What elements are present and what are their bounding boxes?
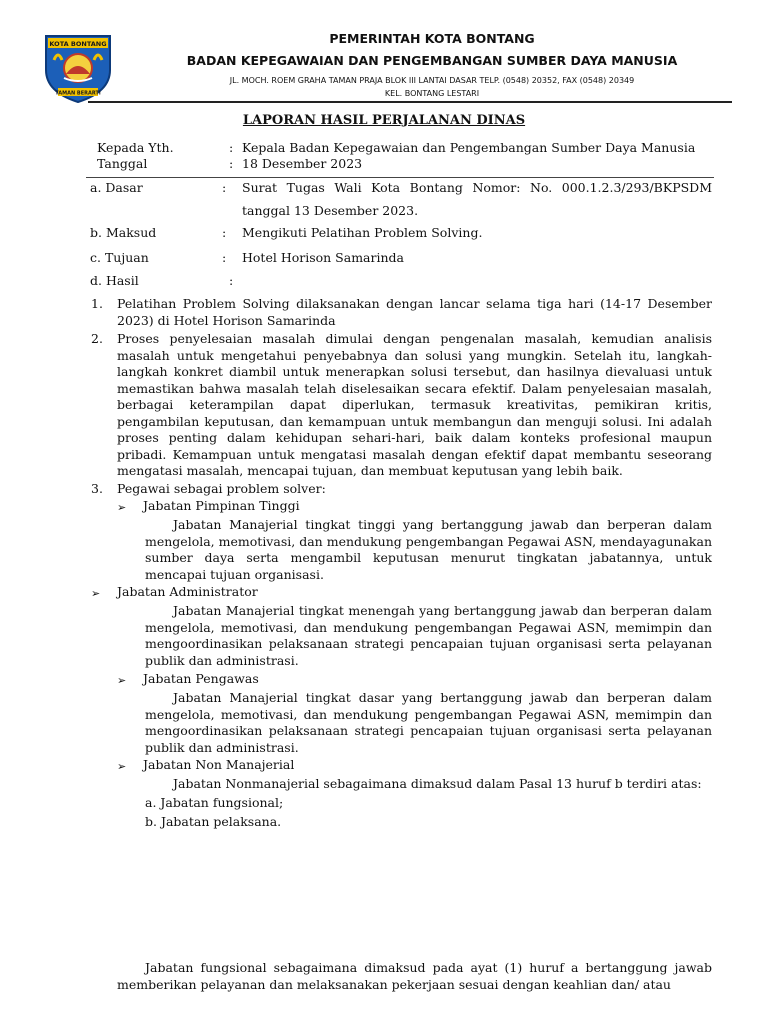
dasar-colon: : <box>222 180 227 195</box>
letterhead-divider <box>88 101 732 103</box>
letterhead-address: JL. MOCH. ROEM GRAHA TAMAN PRAJA BLOK III LANTAI DASAR TELP. (0548) 20352, FAX (0548) 20349 <box>229 76 635 85</box>
sec3-text: Jabatan Manajerial tingkat dasar yang bertanggung jawab dan berperan dalam mengelola, memotivasi, dan mendukung pengembangan Pegawai ASN, memimpin dan mengoordinasikan pelaksanaan strategi pencapaian tujuan organisasi serta pelayanan publik dan administrasi. <box>145 690 712 755</box>
item-number-2: 2. <box>91 331 103 346</box>
letterhead <box>132 30 732 100</box>
maksud-label: b. Maksud <box>90 225 157 240</box>
sec4-item-b: b. Jabatan pelaksana. <box>145 814 282 829</box>
letterhead-agency: BADAN KEPEGAWAIAN DAN PENGEMBANGAN SUMBER DAYA MANUSIA <box>186 53 678 68</box>
to-colon: : <box>229 140 234 155</box>
logo-text-top: KOTA BONTANG <box>49 40 107 48</box>
letterhead-government: PEMERINTAH KOTA BONTANG <box>329 31 535 46</box>
dasar-value-line1: Surat Tugas Wali Kota Bontang Nomor: No. 000.1.2.3/293/BKPSDM <box>242 180 712 195</box>
sec1-text: Jabatan Manajerial tingkat tinggi yang bertanggung jawab dan berperan dalam mengelola, memotivasi, dan mendukung pengembangan Pegawai ASN, mendayagunakan sumber daya serta mengambil keputusan menurut tingkatan jabatannya, untuk mencapai tujuan organisasi. <box>145 517 712 582</box>
maksud-colon: : <box>222 225 227 240</box>
sec4-text: Jabatan Nonmanajerial sebagaimana dimaksud dalam Pasal 13 huruf b terdiri atas: <box>173 776 702 791</box>
item-number-3: 3. <box>91 481 103 496</box>
item-paragraph-2: Proses penyelesaian masalah dimulai dengan pengenalan masalah, kemudian analisis masalah untuk mengetahui penyebabnya dan solusi yang mungkin. Setelah itu, langkah-langkah konkret diambil untuk menerapkan solusi tersebut, dan hasilnya dievaluasi untuk memastikan bahwa masalah telah diselesaikan secara efektif. Dalam penyelesaian masalah, berbagai keterampilan dapat diperlukan, termasuk kreativitas, pemikiran kritis, pengambilan keputusan, dan kemampuan untuk membangun dan menguji solusi. Ini adalah proses penting dalam kehidupan sehari-hari, baik dalam konteks profesional maupun pribadi. Kemampuan untuk mengatasi masalah dengan efektif dapat membantu seseorang mengatasi masalah, mencapai tujuan, dan membuat keputusan yang lebih baik. <box>117 331 712 478</box>
sec3-title: Jabatan Pengawas <box>143 671 259 686</box>
date-value: 18 Desember 2023 <box>242 156 363 171</box>
arrow-bullet-icon: ➢ <box>117 501 127 514</box>
sec2-text: Jabatan Manajerial tingkat menengah yang bertanggung jawab dan berperan dalam mengelola, memotivasi, dan mendukung pengembangan Pegawai ASN, memimpin dan mengoordinasikan pelaksanaan strategi pencapaian tujuan organisasi serta pelayanan publik dan administrasi. <box>145 603 712 668</box>
tujuan-colon: : <box>222 250 227 265</box>
document-title: LAPORAN HASIL PERJALANAN DINAS <box>242 113 526 128</box>
hasil-label: d. Hasil <box>90 273 139 288</box>
sec1-title: Jabatan Pimpinan Tinggi <box>143 498 300 513</box>
to-value: Kepala Badan Kepegawaian dan Pengembangan Sumber Daya Manusia <box>242 140 696 155</box>
arrow-bullet-icon: ➢ <box>91 587 101 600</box>
logo-text-bottom: TAMAN BERARTI <box>55 90 101 97</box>
hasil-colon: : <box>229 273 234 288</box>
section-divider <box>86 177 714 178</box>
dasar-label: a. Dasar <box>90 180 143 195</box>
sec4-item-a: a. Jabatan fungsional; <box>145 795 284 810</box>
sec2-title: Jabatan Administrator <box>117 584 258 599</box>
item-paragraph-3: Pegawai sebagai problem solver: <box>117 481 326 496</box>
tujuan-label: c. Tujuan <box>90 250 149 265</box>
to-label: Kepada Yth. <box>97 140 174 155</box>
letterhead-kelurahan: KEL. BONTANG LESTARI <box>384 89 480 98</box>
bottom-paragraph: Jabatan fungsional sebagaimana dimaksud pada ayat (1) huruf a bertanggung jawab memberikan pelayanan dan melaksanakan pekerjaan sesuai dengan keahlian dan/ atau <box>117 960 712 992</box>
sec4-title: Jabatan Non Manajerial <box>143 757 295 772</box>
date-label: Tanggal <box>97 156 148 171</box>
tujuan-value: Hotel Horison Samarinda <box>242 250 404 265</box>
item-paragraph-1: Pelatihan Problem Solving dilaksanakan dengan lancar selama tiga hari (14-17 Desember 2023) di Hotel Horison Samarinda <box>117 296 712 328</box>
date-colon: : <box>229 156 234 171</box>
city-emblem-logo <box>36 30 120 104</box>
arrow-bullet-icon: ➢ <box>117 674 127 687</box>
maksud-value: Mengikuti Pelatihan Problem Solving. <box>242 225 483 240</box>
arrow-bullet-icon: ➢ <box>117 760 127 773</box>
item-number-1: 1. <box>91 296 103 311</box>
dasar-value-line2: tanggal 13 Desember 2023. <box>242 203 419 218</box>
